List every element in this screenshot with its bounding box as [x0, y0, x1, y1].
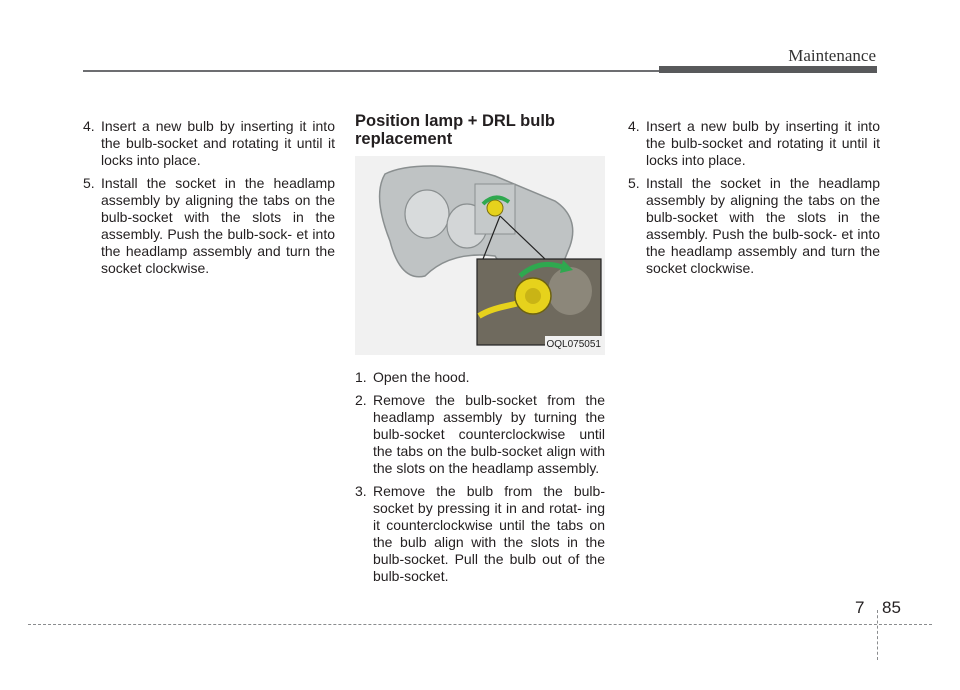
step-number: 3. — [355, 483, 367, 499]
page-chapter: 7 — [855, 598, 865, 617]
step-text: Insert a new bulb by inserting it into the bulb-socket and rotating it until it locks into place. — [646, 118, 880, 168]
list-item — [83, 175, 335, 277]
footer-divider — [877, 610, 878, 660]
middle-steps-list — [355, 369, 605, 585]
headlamp-illustration — [355, 156, 605, 355]
left-column — [83, 118, 335, 283]
list-item — [628, 175, 880, 277]
lamp-reflector-1 — [405, 190, 449, 238]
middle-column — [355, 112, 605, 591]
step-number: 1. — [355, 369, 367, 385]
header-rule — [83, 70, 659, 72]
list-item — [628, 118, 880, 169]
list-item — [355, 483, 605, 585]
step-number: 4. — [628, 118, 640, 134]
right-steps-list — [628, 118, 880, 277]
figure-code: OQL075051 — [545, 336, 604, 353]
footer-rule — [28, 624, 932, 625]
step-number: 5. — [83, 175, 95, 191]
list-item — [355, 369, 605, 386]
step-number: 5. — [628, 175, 640, 191]
page-number: 85 — [882, 598, 901, 617]
header-title: Maintenance — [788, 46, 876, 65]
step-number: 4. — [83, 118, 95, 134]
step-number: 2. — [355, 392, 367, 408]
left-steps-list — [83, 118, 335, 277]
right-column — [628, 118, 880, 283]
inset-detail — [548, 267, 592, 315]
step-text: Insert a new bulb by inserting it into the bulb-socket and rotating it until it locks into place. — [101, 118, 335, 168]
list-item — [83, 118, 335, 169]
headlamp-figure — [355, 156, 605, 355]
step-text: Remove the bulb-socket from the headlamp assembly by turning the bulb-socket counterclockwise until the tabs on the bulb-socket align with the slots on the headlamp assembly. — [373, 392, 605, 476]
step-text: Install the socket in the headlamp assembly by aligning the tabs on the bulb-socket with the slots in the assembly. Push the bulb-sock- et into the headlamp assembly and turn the socket clockwise. — [101, 175, 335, 276]
socket-marker — [487, 200, 503, 216]
step-text: Remove the bulb from the bulb- socket by pressing it in and rotat- ing it counterclockwise until the tabs on the bulb align with the slots in the bulb-socket. Pull the bulb out of the bulb-socket. — [373, 483, 605, 584]
step-text: Install the socket in the headlamp assembly by aligning the tabs on the bulb-socket with the slots in the assembly. Push the bulb-sock- et into the headlamp assembly and turn the socket clockwise. — [646, 175, 880, 276]
bulb-socket-core — [525, 288, 541, 304]
step-text: Open the hood. — [373, 369, 470, 385]
header-accent-bar — [659, 66, 877, 73]
section-heading: Position lamp + DRL bulb replacement — [355, 112, 555, 148]
list-item — [355, 392, 605, 477]
